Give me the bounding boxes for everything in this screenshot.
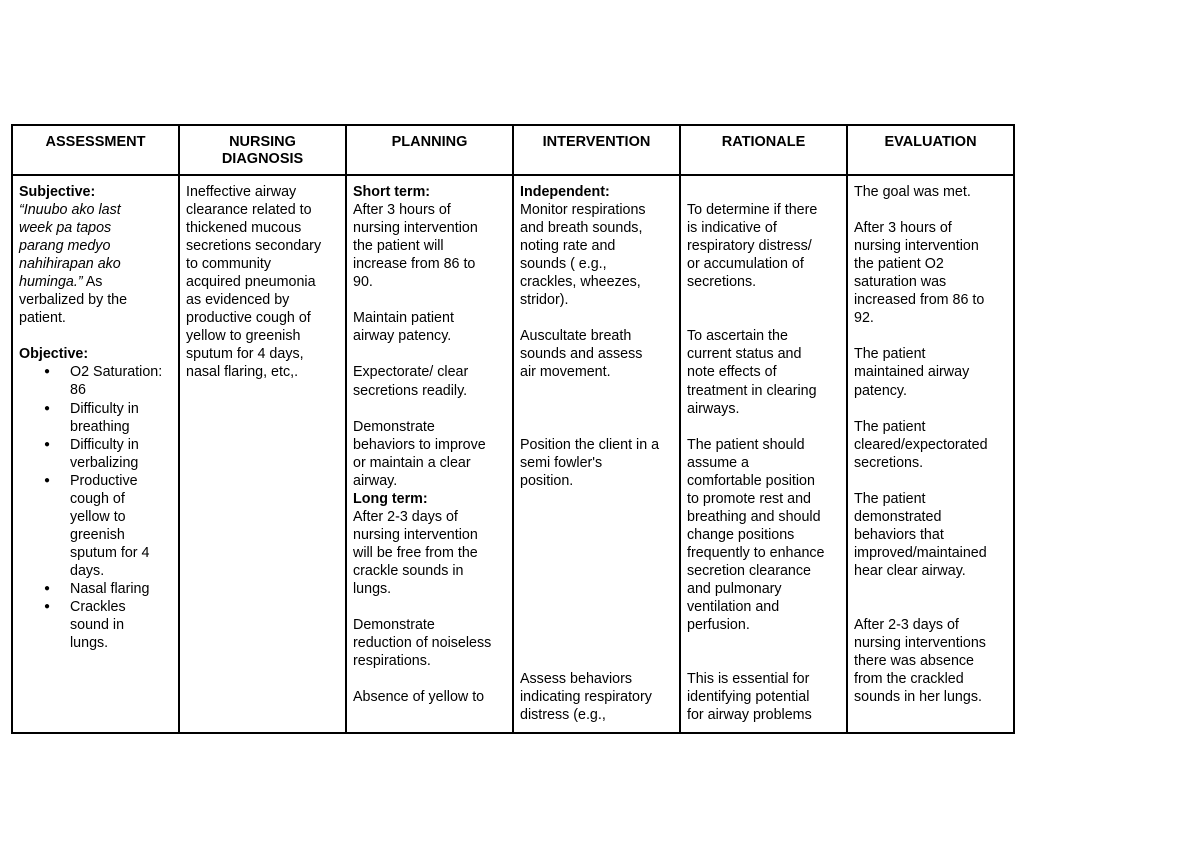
assessment-cell (12, 175, 179, 733)
short-term-heading: Short term: (353, 184, 431, 200)
header-planning: PLANNING (346, 125, 513, 175)
header-row (12, 125, 1014, 175)
intervention-cell (513, 175, 680, 733)
quote-suffix: As verbalized by the patient. (19, 274, 128, 327)
diagnosis-cell (179, 175, 346, 733)
evaluation-text: The goal was met. After 3 hours of nursing intervention the patient O2 saturation was increased from 86 to 92. The patient maintained airway patency. The patient cleared/expectorated secretions. The patient demonstrated behaviors that improved/maintained hear clear airway. After 2-3 days of nursing interventions there was absence from the crackled sounds in her lungs. (854, 184, 988, 706)
planning-cell (346, 175, 513, 733)
content-row (12, 175, 1014, 733)
intervention-text: Monitor respirations and breath sounds, noting rate and sounds ( e.g., crackles, wheezes, stridor). Auscultate breath sounds and assess air movement. Position the client in a semi fowler's position. Assess behaviors indicating respiratory distress (e.g., (520, 202, 660, 724)
objective-item: ● Productive cough of yellow to greenish sputum for 4 days. (70, 472, 174, 580)
header-rationale: RATIONALE (680, 125, 847, 175)
objective-item: ● Difficulty in verbalizing (70, 436, 174, 472)
diagnosis-text: Ineffective airway clearance related to thickened mucous secretions secondary to community acquired pneumonia as evidenced by productive cough of yellow to greenish sputum for 4 days, nasal flaring, etc,. (186, 184, 322, 381)
subjective-heading: Subjective: (19, 184, 96, 200)
independent-heading: Independent: (520, 184, 610, 200)
objective-item: ● Nasal flaring (70, 580, 174, 598)
objective-item: ● Crackles sound in lungs. (70, 598, 174, 652)
nursing-care-plan-table (11, 124, 1015, 734)
header-evaluation: EVALUATION (847, 125, 1014, 175)
objective-item: ● O2 Saturation: 86 (70, 363, 174, 399)
short-term-text: After 3 hours of nursing intervention the patient will increase from 86 to 90. Maintain patient airway patency. Expectorate/ clear secretions readily. Demonstrate behaviors to improve or maintain a clear airway. (353, 202, 486, 489)
rationale-cell (680, 175, 847, 733)
header-assessment: ASSESSMENT (12, 125, 179, 175)
long-term-text: After 2-3 days of nursing intervention will be free from the crackle sounds in lungs. Demonstrate reduction of noiseless respirations. Absence of yellow to (353, 508, 492, 706)
long-term-heading: Long term: (353, 490, 428, 507)
subjective-text (19, 201, 174, 327)
header-nursing-diagnosis: NURSING DIAGNOSIS (179, 125, 346, 175)
objective-item: ● Difficulty in breathing (70, 400, 174, 436)
objective-heading: Objective: (19, 346, 89, 363)
header-intervention: INTERVENTION (513, 125, 680, 175)
objective-list (19, 363, 174, 652)
rationale-text: To determine if there is indicative of respiratory distress/ or accumulation of secretions. To ascertain the current status and note effects of treatment in clearing airways. The patient should assume a comfortable position to promote rest and breathing and should change positions frequently to enhance secretion clearance and pulmonary ventilation and perfusion. This is essential for identifying potential for airway problems (687, 202, 825, 724)
evaluation-cell (847, 175, 1014, 733)
patient-quote: “Inuubo ako last week pa tapos parang medyo nahihirapan ako huminga.” (19, 202, 121, 291)
